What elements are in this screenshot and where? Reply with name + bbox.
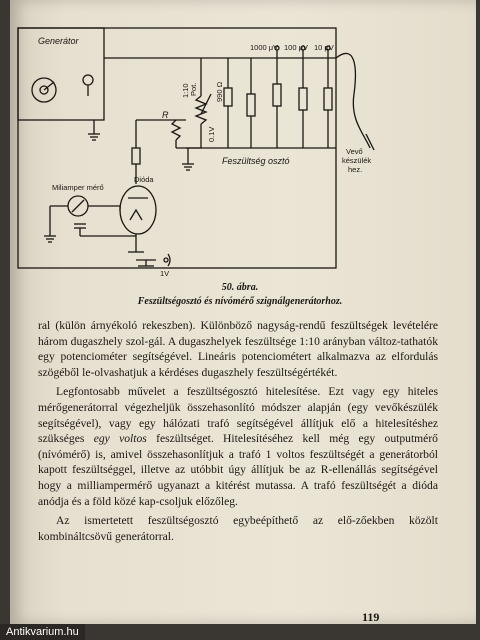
page-number: 119 [362,610,380,624]
label-1000uv: 1000 μV [250,43,279,52]
ratio-label: 1:10 [181,83,190,98]
watermark: Antikvarium.hu [0,624,85,640]
paragraph-2 [38,384,438,509]
ohm-label: 990 Ω [215,81,224,102]
paragraph-2-part-a: Legfontosabb művelet a feszültségosztó hitelesítése. Ezt vagy egy hiteles mérőgenerátorral végezheljük összehasonlító módszer alapján (egy vevőkészülék segítségével), vagy egy hálózati trafó segítségével állítjuk elő a hitelesítéshez szükséges [38,385,438,446]
diode-label: Dióda [134,175,154,184]
paragraph-1: ral (külön árnyékoló rekeszben). Különböző nagyság-rendű feszültségek levételére három dugaszhely szol-gál. A dugaszhelyek feszültsége 1:10 arányban változ-tathatók egy potenciométer segítségével. Lineáris potenciométert alkalmazva az elfordulás szögéből le-olvashatjuk a kérdéses dugaszhely feszültségértékét. [38,319,438,379]
voltmeter-label-3: hez. [348,165,363,174]
label-100uv: 100 μV [284,43,308,52]
generator-label: Generátor [38,36,79,46]
paragraph-3: Az ismertetett feszültségosztó egybeépíthető az elő-zőekben közölt kombináltcsövű generátorral. [38,514,438,543]
voltmeter-label-2: készülék [342,156,372,165]
paragraph-2-part-b: feszültséget. Hitelesítéséhez kell még egy outputmérő (nívómérő) is, amivel összehasonlítjuk a trafó 1 voltos feszültségét a generátorból kapott feszültséggel, illetve az utóbbit úgy állítjuk be az R-ellenállás segítségével hogy a milliampermérő ugyanazt a kitérést mutassa. A trafó feszültségét a dióda anódja és a föld közé kap-csoljuk előzőleg. [38,432,438,508]
label-01v: 0.1V [207,126,216,142]
voltmeter-label-1: Vevő [346,147,363,156]
pot-label: Pot. [189,82,198,96]
label-10uv: 10 μV [314,43,334,52]
divider-label: Feszültség osztó [222,156,290,166]
body-text [38,318,438,544]
r-label: R [162,110,169,120]
label-1v: 1V [160,269,170,278]
figure-caption: Feszültségosztó és nívómérő szignálgenerátorhoz. [137,296,343,307]
milliampermeter-label: Miliamper mérő [52,183,104,192]
paragraph-2-emphasis: egy voltos [93,432,147,446]
circuit-diagram [16,24,372,282]
figure-number: 50. ábra. [221,282,259,293]
